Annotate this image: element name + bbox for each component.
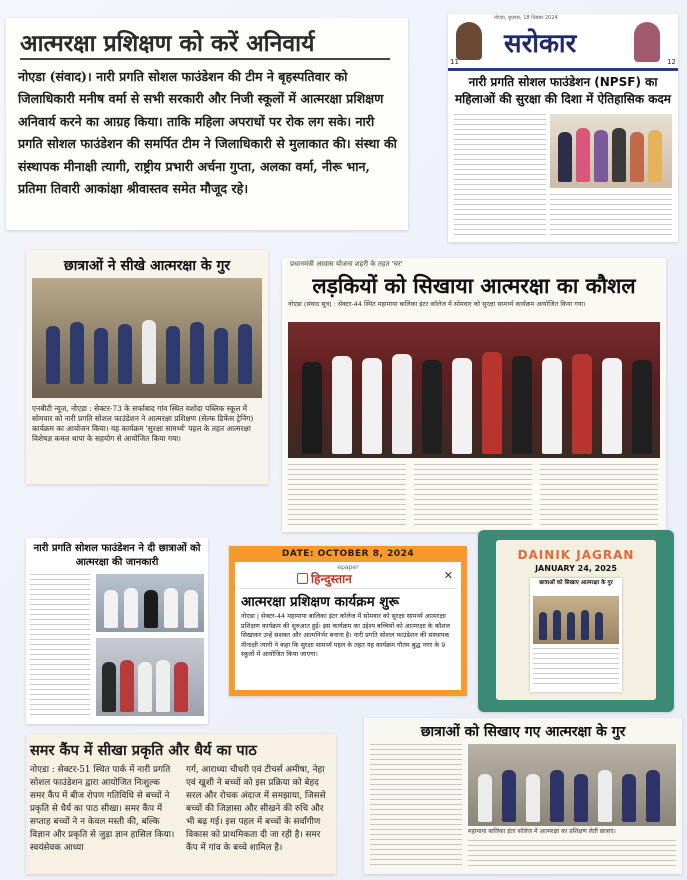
clipping-6 [229, 546, 467, 696]
clip4-headline: लड़कियों को सिखाया आत्मरक्षा का कौशल [312, 273, 636, 298]
masthead-bar [448, 14, 678, 71]
article-text [414, 464, 532, 526]
photo [468, 744, 676, 826]
clip7-masthead: DAINIK JAGRAN [517, 548, 635, 562]
epaper-card [235, 562, 461, 690]
article-text [533, 648, 619, 688]
clip2-headline: नारी प्रगति सोशल फाउंडेशन (NPSF) का महिलाओं की सुरक्षा की दिशा में ऐतिहासिक कदम [455, 75, 671, 106]
hindustan-logo-icon [297, 573, 308, 584]
page-number-right: 12 [667, 58, 676, 66]
clip3-headline: छात्राओं ने सीखे आत्मरक्षा के गुर [63, 258, 231, 274]
article-text [454, 114, 546, 238]
clipping-1 [6, 18, 408, 230]
clipping-7 [478, 530, 674, 712]
clipping-9 [364, 718, 682, 874]
clip9-caption: महामाया बालिका इंटर कॉलेज में आत्मरक्षा का प्रशिक्षण लेतीं छात्राएं। [468, 828, 616, 835]
avatar [634, 22, 660, 62]
article-text [550, 194, 672, 238]
photo [32, 278, 262, 398]
clip6-date-label: DATE: OCTOBER 8, 2024 [281, 549, 415, 559]
divider [239, 588, 457, 589]
article-text [540, 464, 658, 526]
clipping-8 [26, 734, 336, 874]
clip9-headline: छात्राओं को सिखाए गए आत्मरक्षा के गुर [420, 724, 626, 740]
clipping-5 [26, 538, 208, 724]
close-icon[interactable]: ✕ [443, 569, 453, 582]
clip6-body: नोएडा | सेक्टर-44 महामाया बालिका इंटर कॉलेज में सोमवार को सुरक्षा सामर्थ्य आत्मरक्षा प्रशिक्षण कार्यक्रम की शुरुआत हुई। इस कार्यक्रम का उद्देश्य बच्चियों को आत्मरक्षा के कौशल सिखाकर उन्हें सशक्त और आत्मनिर्भर बनाना है। नारी प्रगति सोशल फाउंडेशन की संस्थापक मीनाक्षी त्यागी ने कहा कि सुरक्षा सामर्थ्य पहल के तहत यह कार्यक्रम गौतम बुद्ध नगर के 9 स्कूलों में आयोजित किया जाएगा। [241, 612, 450, 659]
clip7-headline: छात्राओं को सिखाए आत्मरक्षा के गुर [539, 580, 613, 586]
clip8-col1: नोएडा : सेक्टर-51 स्थित पार्क में नारी प्रगति सोशल फाउंडेशन द्वारा आयोजित निःशुल्क समर कैंप में बीज रोपण गतिविधि से बच्चों ने प्रकृति से धैर्य का पाठ सीखा। समर कैंप में सप्ताह बच्चों ने न केवल मस्ती की, बल्कि विज्ञान और प्रकृति से जुड़ा ज्ञान हासिल किया। स्वयंसेवक आध्या [30, 765, 175, 853]
article-text [288, 464, 406, 526]
photo [288, 322, 660, 458]
article-text [30, 574, 90, 716]
article-text [370, 744, 462, 868]
clip5-headline: नारी प्रगति सोशल फाउंडेशन ने दी छात्राओं को आत्मरक्षा की जानकारी [33, 543, 201, 568]
clip8-headline: समर कैंप में सीखा प्रकृति और धैर्य का पाठ [30, 742, 257, 759]
clip6-headline: आत्मरक्षा प्रशिक्षण कार्यक्रम शुरू [241, 594, 400, 610]
photo [96, 638, 204, 716]
topline: नोएडा, बुधवार, 18 दिसंबर 2024 [494, 15, 558, 21]
page-number-left: 11 [450, 58, 459, 66]
clip6-epaper: epaper [337, 564, 359, 571]
avatar [456, 22, 482, 60]
clip4-kicker: प्रधानमंत्री आवास योजना शहरी के तहत 'घर' [290, 260, 403, 268]
photo [550, 114, 672, 188]
clipping-3 [26, 250, 268, 484]
clip8-col2: गर्ग, आराध्या चौधरी एवं टीचर्स अमीषा, नेहा एवं खुशी ने बच्चों को इस प्रक्रिया को बेहद सरल और रोचक अंदाज में समझाया, जिससे बच्चों की जिज्ञासा और सीखने की रुचि और भी बढ़ गई। इस पहल में बच्चों के सर्वांगीण विकास को प्राथमिकता दी जा रही है। समर कैंप में गांव के बच्चे शामिल है। [186, 765, 326, 853]
clip1-headline: आत्मरक्षा प्रशिक्षण को करें अनिवार्य [20, 30, 315, 57]
clip4-dateline: नोएडा (संवाद सूत्र) : सेक्टर-44 स्थित महामाया बालिका इंटर कॉलेज में सोमवार को सुरक्षा सामर्थ्य कार्यक्रम आयोजित किया गया। [288, 300, 586, 308]
photo [533, 596, 619, 644]
rule [20, 58, 390, 60]
inner-clip [530, 578, 622, 692]
clip3-body: एनबीटी न्यूज, नोएडा : सेक्टर-73 के सर्फाबाद गांव स्थित यशोदा पब्लिक स्कूल में सोमवार को नारी प्रगति सोशल फाउंडेशन ने आत्मरक्षा प्रशिक्षण (सेल्फ डिफेंस ट्रेनिंग) कार्यक्रम का आयोजन किया। यह कार्यक्रम 'सुरक्षा सामर्थ्य' पहल के तहत आत्मरक्षा विशेषज्ञ कमल थापा के सहयोग से आयोजित किया गया। [32, 404, 254, 443]
clipping-4 [282, 258, 666, 532]
article-text [468, 840, 676, 868]
clip1-body: नोएडा (संवाद)। नारी प्रगति सोशल फाउंडेशन की टीम ने बृहस्पतिवार को जिलाधिकारी मनीष वर्मा से सभी सरकारी और निजी स्कूलों में आत्मरक्षा प्रशिक्षण अनिवार्य करने का आग्रह किया। ताकि महिला अपराधों पर रोक लग सके। नारी प्रगति सोशल फाउंडेशन की समर्पित टीम ने जिलाधिकारी से मुलाकात की। संस्था की संस्थापक मीनाक्षी त्यागी, राष्ट्रीय प्रभारी अर्चना गुप्ता, अलका वर्मा, नीरू भान, प्रतिमा तिवारी आकांक्षा श्रीवास्तव समेत मौजूद रहे। [18, 69, 397, 197]
clip7-date: JANUARY 24, 2025 [535, 564, 617, 573]
jagran-card [496, 540, 656, 700]
clip6-masthead: हिन्दुस्तान [311, 572, 352, 586]
clipping-2 [448, 14, 678, 242]
photo [96, 574, 204, 632]
masthead: सरोकार [504, 29, 577, 59]
